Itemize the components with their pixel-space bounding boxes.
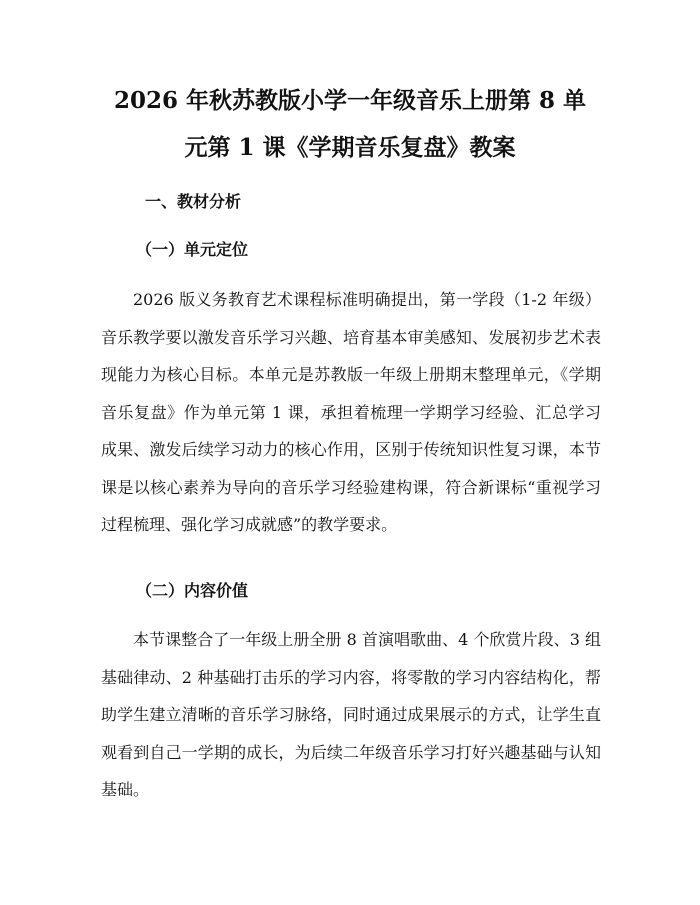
subsection-heading-content-value: （二）内容价值	[136, 581, 249, 600]
document-title-line-1: 2026 年秋苏教版小学一年级音乐上册第 8 单	[113, 87, 587, 114]
section-heading-textbook-analysis: 一、教材分析	[145, 192, 242, 211]
document-title-line-2: 元第 1 课《学期音乐复盘》教案	[184, 134, 516, 161]
subsection-heading-unit-positioning: （一）单元定位	[136, 240, 249, 259]
paragraph-content-value: 本节课整合了一年级上册全册 8 首演唱歌曲、4 个欣赏片段、3 组基础律动、2 种基础打击乐的学习内容，将零散的学习内容结构化，帮助学生建立清晰的音乐学习脉络，同时通过成果展示的方式，让学生直观看到自己一学期的成长，为后续二年级音乐学习打好兴趣基础与认知基础。	[101, 630, 601, 799]
paragraph-unit-positioning: 2026 版义务教育艺术课程标准明确提出，第一学段（1-2 年级）音乐教学要以激发音乐学习兴趣、培育基本审美感知、发展初步艺术表现能力为核心目标。本单元是苏教版一年级上册期末整理单元，《学期音乐复盘》作为单元第 1 课，承担着梳理一学期学习经验、汇总学习成果、激发后续学习动力的核心作用，区别于传统知识性复习课，本节课是以核心素养为导向的音乐学习经验建构课，符合新课标“重视学习过程梳理、强化学习成就感”的教学要求。	[101, 290, 601, 534]
